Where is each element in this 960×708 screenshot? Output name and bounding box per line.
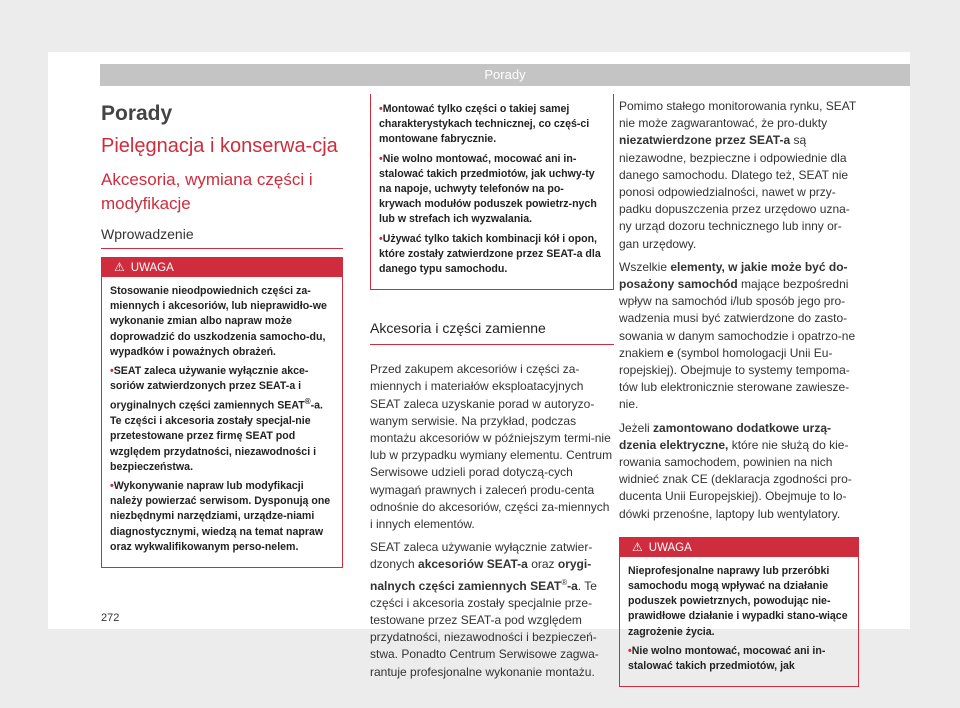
subsection-title: Akcesoria, wymiana części i modyfikacje: [101, 170, 313, 213]
paragraph: Przed zakupem akcesoriów i części za-miennych i materiałów eksploatacyjnych SEAT zaleca uzyskanie porad w autoryzo-wanym serwisie. Na przykład, podczas montażu akcesoriów w późniejszym termi-nie lub w przypadku wymiany elementu. Centrum Serwisowe udzieli porad dotyczą-cych wymagań prawnych i zaleceń produ-centa odnośnie do akcesoriów, części za-miennych i innych elementów.: [370, 362, 613, 532]
topic-title: Wprowadzenie: [101, 226, 343, 249]
warning-box-continued: [370, 94, 614, 290]
warning-triangle-icon: ⚠: [114, 260, 125, 274]
warning-intro: Stosowanie nieodpowiednich części za-miennych i akcesoriów, lub nieprawidło-we wykonanie zmian albo napraw może doprowadzić do uszkodzenia samocho-du, wypadków i poważnych obrażeń.: [110, 285, 327, 358]
paragraph: Pomimo stałego monitorowania rynku, SEAT nie może zagwarantować, że pro-dukty niezatwierdzone przez SEAT-a są niezawodne, bezpieczne i odpowiednie dla danego samochodu. Dlatego też, SEAT nie ponosi odpowiedzialności, nawet w przy-padku dopuszczenia przez urzędowo uzna-ny urząd dozoru technicznego lub inny or-gan urzędowy.: [619, 99, 856, 251]
warning-label: UWAGA: [130, 262, 174, 274]
warning-label: UWAGA: [648, 541, 692, 554]
warning-bullet: • Nie wolno montować, mocować ani in-stalować takich przedmiotów, jak: [628, 644, 850, 674]
paragraph: Jeżeli zamontowano dodatkowe urzą-dzenia elektryczne, które nie służą do kie-rowania samochodem, powinien na nich widnieć znak CE (deklaracja zgodności pro-ducenta Unii Europejskiej). Obejmuje to lo-dówki przenośne, laptopy lub wentylatory.: [619, 420, 852, 521]
page-number: 272: [101, 612, 120, 624]
warning-body: [102, 277, 342, 567]
warning-bullet: • SEAT zaleca używanie wyłącznie akce-soriów zatwierdzonych przez SEAT-a i oryginalnych części zamiennych SEAT®-a. Te części i akcesoria zostały specjal-nie przetestowane przez firmę SEAT pod względem przydatności, niezawodności i bezpieczeństwa.: [110, 364, 334, 475]
body-text: [619, 98, 859, 523]
ce-mark-icon: CE: [691, 472, 708, 487]
paragraph: Wszelkie elementy, w jakie może być do-posażony samochód mające bezpośredni wpływ na samochód i/lub sposób jego pro-wadzenia musi być zatwierdzone do zasto-sowania w danym samochodzie i opatrzo-ne znakiem e (symbol homologacji Unii Eu-ropejskiej). Obejmuje to systemy tempoma-tów lub elektronicznie sterowane zawiesze-nie.: [619, 259, 856, 412]
warning-bullet: • Montować tylko części o takiej samej charakterystykach technicznej, co częś-ci montowane fabrycznie.: [379, 102, 605, 148]
warning-box: [101, 257, 343, 568]
warning-triangle-icon: ⚠: [632, 539, 643, 554]
warning-bullet: • Nie wolno montować, mocować ani in-stalować takich przedmiotów, jak uchwy-ty na napoje, uchwyty telefonów na po-krywach modułów poduszek powietrz-nych lub w strefach ich wyzwalania.: [379, 152, 605, 228]
warning-intro: Nieprofesjonalne naprawy lub przeróbki samochodu mogą wpływać na działanie poduszek powietrznych, powodując nie-prawidłowe działanie i wypadki stano-wiące zagrożenie życia.: [628, 564, 848, 638]
warning-bullet: • Wykonywanie napraw lub modyfikacji należy powierzać serwisom. Dysponują one niezbędnymi narzędziami, urządze-niami diagnostycznymi, wiedzą na temat napraw oraz wykwalifikowanym perso-nelem.: [110, 479, 334, 555]
column-left: [101, 94, 343, 568]
section-title: Pielęgnacja i konserwa-cja: [101, 135, 338, 157]
section-heading: Akcesoria i części zamienne: [370, 320, 614, 345]
warning-body: [371, 94, 613, 289]
chapter-title: Porady: [101, 102, 173, 125]
column-right: [619, 98, 859, 687]
document-page: [48, 52, 910, 679]
warning-header: [620, 538, 858, 557]
warning-body: [620, 557, 858, 686]
page-header: Porady: [100, 64, 910, 86]
paragraph: SEAT zaleca używanie wyłącznie zatwier-dzonych akcesoriów SEAT-a oraz orygi-nalnych części zamiennych SEAT®-a. Te części i akcesoria zostały specjalnie prze-testowane przez SEAT-a pod względem przydatności, niezawodności i bezpieczeń-stwa. Ponadto Centrum Serwisowe zagwa-rantuje profesjonalne wykonanie montażu.: [370, 540, 599, 679]
warning-box: [619, 537, 859, 687]
column-middle: [370, 94, 614, 687]
warning-bullet: • Używać tylko takich kombinacji kół i opon, które zostały zatwierdzone przez SEAT-a dla danego typu samochodu.: [379, 232, 605, 278]
body-text: [370, 361, 614, 681]
warning-header: [102, 258, 342, 277]
